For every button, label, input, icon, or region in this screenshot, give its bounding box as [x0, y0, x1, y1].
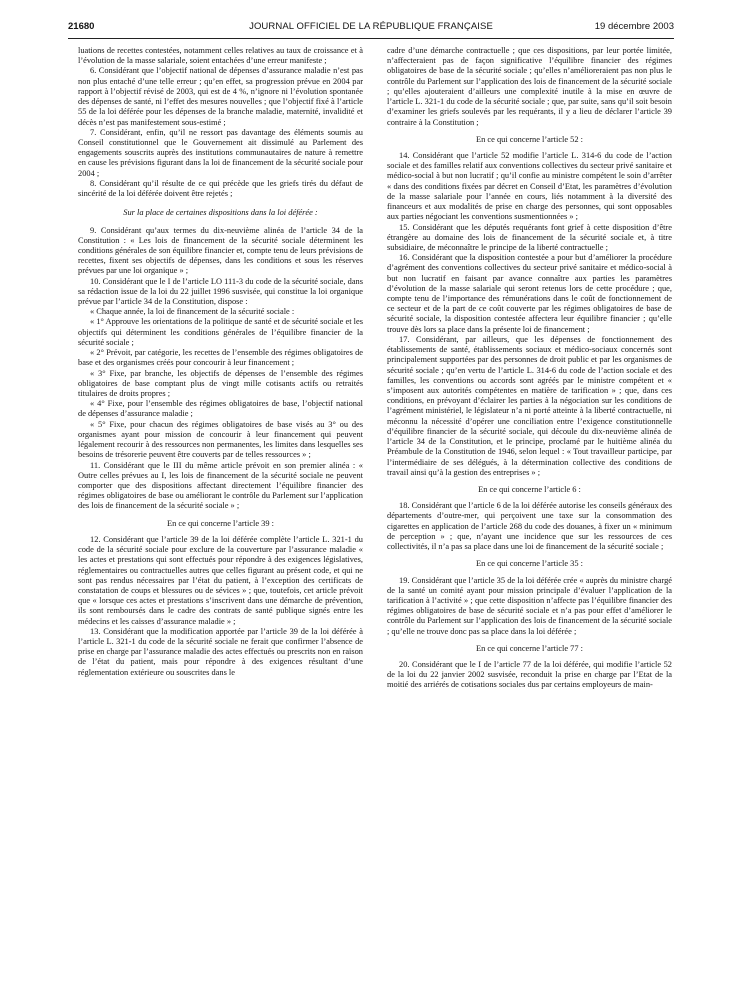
right-column	[387, 46, 672, 981]
paragraph: 11. Considérant que le III du même article prévoit en son premier alinéa : « Outre celles prévues au I, les lois de financement de la sécurité sociale ne peuvent comporter que des dispositions affectant directement l’équilibre financier des régimes obligatoires de base ou améliorant le contrôle du Parlement sur l’application des lois de financement de la sécurité sociale » ;	[78, 460, 363, 511]
journal-title: JOURNAL OFFICIEL DE LA RÉPUBLIQUE FRANÇAISE	[249, 21, 493, 32]
paragraph: 20. Considérant que le I de l’article 77 de la loi déférée, qui modifie l’article 52 de la loi du 22 janvier 2002 susvisée, reconduit la prise en charge par l’Etat de la moitié des arriérés de cotisations sociales dus par certains employeurs de main-	[387, 660, 672, 690]
section-heading: En ce qui concerne l’article 52 :	[476, 134, 583, 144]
paragraph: 9. Considérant qu’aux termes du dix-neuvième alinéa de l’article 34 de la Constitution : « Les lois de financement de la sécurité sociale déterminent les conditions générales de son équilibre financier et, compte tenu de leurs prévisions de recettes, fixent ses objectifs de dépenses, dans les conditions et sous les réserves prévues par une loi organique » ;	[78, 225, 363, 276]
paragraph: 6. Considérant que l’objectif national de dépenses d’assurance maladie n’est pas non plus entaché d’une telle erreur ; qu’en effet, sa progression prévue en 2004 par rapport à l’objectif révisé de 2003, qui est de 4 %, n’ignore ni l’évolution spontanée des dépenses de santé, ni l’effet des mesures nouvelles ; que l’objectif fixé à l’article 55 de la loi déférée pour les dépenses de la branche maladie, maternité, invalidité et décès n’est pas manifestement sous-estimé ;	[78, 66, 363, 127]
paragraph: 14. Considérant que l’article 52 modifie l’article L. 314-6 du code de l’action sociale et des familles relatif aux conventions collectives du secteur privé sanitaire et médico-social à but non lucratif ; qu’il confie au ministre compétent le soin d’arrêter « dans des conditions fixées par décret en Conseil d’Etat, les paramètres d’évolution de la masse salariale pour l’année en cours, liés notamment à la diversité des financeurs et aux modalités de prise en charge des personnes, qui sont opposables aux parties négociant les conventions susmentionnées » ;	[387, 150, 672, 222]
paragraph: 13. Considérant que la modification apportée par l’article 39 de la loi déférée à l’article L. 321-1 du code de la sécurité sociale ne ferait que confirmer l’absence de prise en charge par l’assurance maladie des actes effectués ou prescrits non en raison de l’état du patient, mais pour répondre à des exigences résultant d’une réglementation extérieure ou souscrites dans le	[78, 626, 363, 677]
paragraph: « 3° Fixe, par branche, les objectifs de dépenses de l’ensemble des régimes obligatoires de base comptant plus de vingt mille cotisants actifs ou retraités titulaires de droits propres ;	[78, 368, 363, 398]
paragraph: 17. Considérant, par ailleurs, que les dépenses de fonctionnement des établissements de santé, établissements sociaux et médico-sociaux concernés sont principalement supportées par des personnes de droit public et par les organismes de sécurité sociale ; qu’en vertu de l’article L. 314-6 du code de l’action sociale et des familles, les conventions ou accords sont agréés par le ministre compétent et « s’imposent aux autorités compétentes en matière de tarification » ; que, dans ces conditions, en prévoyant d’éclairer les parties à la négociation sur les conditions de l’agrément ministériel, le législateur n’a ni porté atteinte à la liberté contractuelle, ni méconnu la nécessité d’opérer une conciliation entre l’exigence constitutionnelle d’équilibre financier de la sécurité sociale, qui découle du dix-neuvième alinéa de l’article 34 de la Constitution, et le principe, proclamé par le huitième alinéa du Préambule de la Constitution de 1946, selon lequel : « Tout travailleur participe, par l’intermédiaire de ses délégués, à la détermination collective des conditions de travail ainsi qu’à la gestion des entreprises » ;	[387, 334, 672, 477]
section-subheading: Sur la place de certaines dispositions dans la loi déférée :	[123, 208, 318, 218]
paragraph: « 4° Fixe, pour l’ensemble des régimes obligatoires de base, l’objectif national de dépenses d’assurance maladie ;	[78, 399, 363, 419]
paragraph: « Chaque année, la loi de financement de la sécurité sociale :	[90, 307, 295, 317]
paragraph: 8. Considérant qu’il résulte de ce qui précède que les griefs tirés du défaut de sincérité de la loi déférée doivent être rejetés ;	[78, 178, 363, 199]
page-header	[68, 21, 674, 35]
section-heading: En ce qui concerne l’article 77 :	[476, 643, 583, 653]
paragraph: 16. Considérant que la disposition contestée a pour but d’améliorer la procédure d’agrément des conventions collectives du secteur privé sanitaire et médico-social à but non lucratif en faisant par avance connaître aux parties les paramètres d’évolution de la masse salariale qui seront retenus lors de cette procédure ; que, compte tenu de l’importance des rémunérations dans le coût de fonctionnement de ce secteur et de la part de ce coût couverte par les régimes obligatoires de base de sécurité sociale, la disposition contestée affectera leur équilibre financier ; qu’elle trouve dès lors sa place dans la présente loi de financement ;	[387, 253, 672, 334]
paragraph: 15. Considérant que les députés requérants font grief à cette disposition d’être étrangère au domaine des lois de financement de la sécurité sociale et, à titre subsidiaire, de méconnaître le principe de la liberté contractuelle ;	[387, 222, 672, 252]
page-number: 21680	[68, 21, 95, 32]
paragraph: 10. Considérant que le I de l’article LO 111-3 du code de la sécurité sociale, dans sa rédaction issue de la loi du 22 juillet 1996 susvisée, qui constitue la loi organique prévue par l’article 34 de la Constitution, dispose :	[78, 276, 363, 307]
paragraph: « 5° Fixe, pour chacun des régimes obligatoires de base visés au 3° ou des organismes ayant pour mission de concourir à leur financement qui peuvent légalement recourir à des ressources non permanentes, les limites dans lesquelles ses besoins de trésorerie peuvent être couverts par de telles ressources » ;	[78, 419, 363, 460]
left-column	[78, 46, 363, 981]
continued-paragraph: cadre d’une démarche contractuelle ; que ces dispositions, par leur portée limitée, n’affecteraient pas de façon significative l’équilibre financier des régimes obligatoires de base de la sécurité sociale ; qu’elles n’amélioreraient pas non plus le contrôle du Parlement sur l’application des lois de financement de la sécurité sociale ; qu’elles ajouteraient d’ailleurs une complexité inutile à la mise en œuvre de l’article L. 321-1 du code de la sécurité sociale ; que, par suite, sans qu’il soit besoin d’examiner les griefs soulevés par les requérants, il y a lieu de déclarer l’article 39 contraire à la Constitution ;	[387, 46, 672, 127]
paragraph: « 2° Prévoit, par catégorie, les recettes de l’ensemble des régimes obligatoires de base et des organismes créés pour concourir à leur financement ;	[78, 348, 363, 368]
header-rule	[68, 38, 674, 39]
section-heading: En ce qui concerne l’article 39 :	[167, 518, 274, 528]
paragraph: 18. Considérant que l’article 6 de la loi déférée autorise les conseils généraux des départements d’outre-mer, qui perçoivent une taxe sur la consommation des cigarettes en application de l’article 268 du code des douanes, à fixer un « minimum de perception » ; que, n’ayant une incidence que sur les ressources de ces collectivités, il n’a pas sa place dans une loi de financement de la sécurité sociale ;	[387, 501, 672, 552]
paragraph: 7. Considérant, enfin, qu’il ne ressort pas davantage des éléments soumis au Conseil constitutionnel que le Gouvernement ait dissimulé au Parlement des engagements souscrits auprès des institutions communautaires de nature à remettre en cause les prévisions figurant dans la loi de financement de la sécurité sociale pour 2004 ;	[78, 127, 363, 178]
paragraph: « 1° Approuve les orientations de la politique de santé et de sécurité sociale et les objectifs qui déterminent les conditions générales de l’équilibre financier de la sécurité sociale ;	[78, 317, 363, 347]
continued-paragraph: luations de recettes contestées, notamment celles relatives au taux de croissance et à l’évolution de la masse salariale, soient entachées d’une erreur manifeste ;	[78, 46, 363, 66]
paragraph: 19. Considérant que l’article 35 de la loi déférée crée « auprès du ministre chargé de la santé un comité ayant pour mission principale d’évaluer l’application de la tarification à l’activité » ; que cette disposition n’affecte pas l’équilibre financier des régimes obligatoires de base de sécurité sociale et n’a pas pour effet d’améliorer le contrôle du Parlement sur l’application des lois de financement de la sécurité sociale ; qu’elle ne trouve donc pas sa place dans la loi déférée ;	[387, 575, 672, 636]
paragraph: 12. Considérant que l’article 39 de la loi déférée complète l’article L. 321-1 du code de la sécurité sociale pour exclure de la couverture par l’assurance maladie « les actes et prestations qui sont effectués pour répondre à des exigences législatives, réglementaires ou contractuelles autres que celles figurant au présent code, et qui ne sont pas rendus nécessaires par l’état du patient, à l’exception des certificats de constatation de coups et blessures ou de sévices » ; que, toutefois, cet article prévoit que « lorsque ces actes et prestations s’inscrivent dans une démarche de prévention, ils sont remboursés dans le cadre des contrats de santé publique signés entre les médecins et les caisses d’assurance maladie » ;	[78, 534, 363, 626]
issue-date: 19 décembre 2003	[594, 21, 674, 32]
section-heading: En ce qui concerne l’article 6 :	[478, 484, 581, 494]
section-heading: En ce qui concerne l’article 35 :	[476, 559, 583, 569]
